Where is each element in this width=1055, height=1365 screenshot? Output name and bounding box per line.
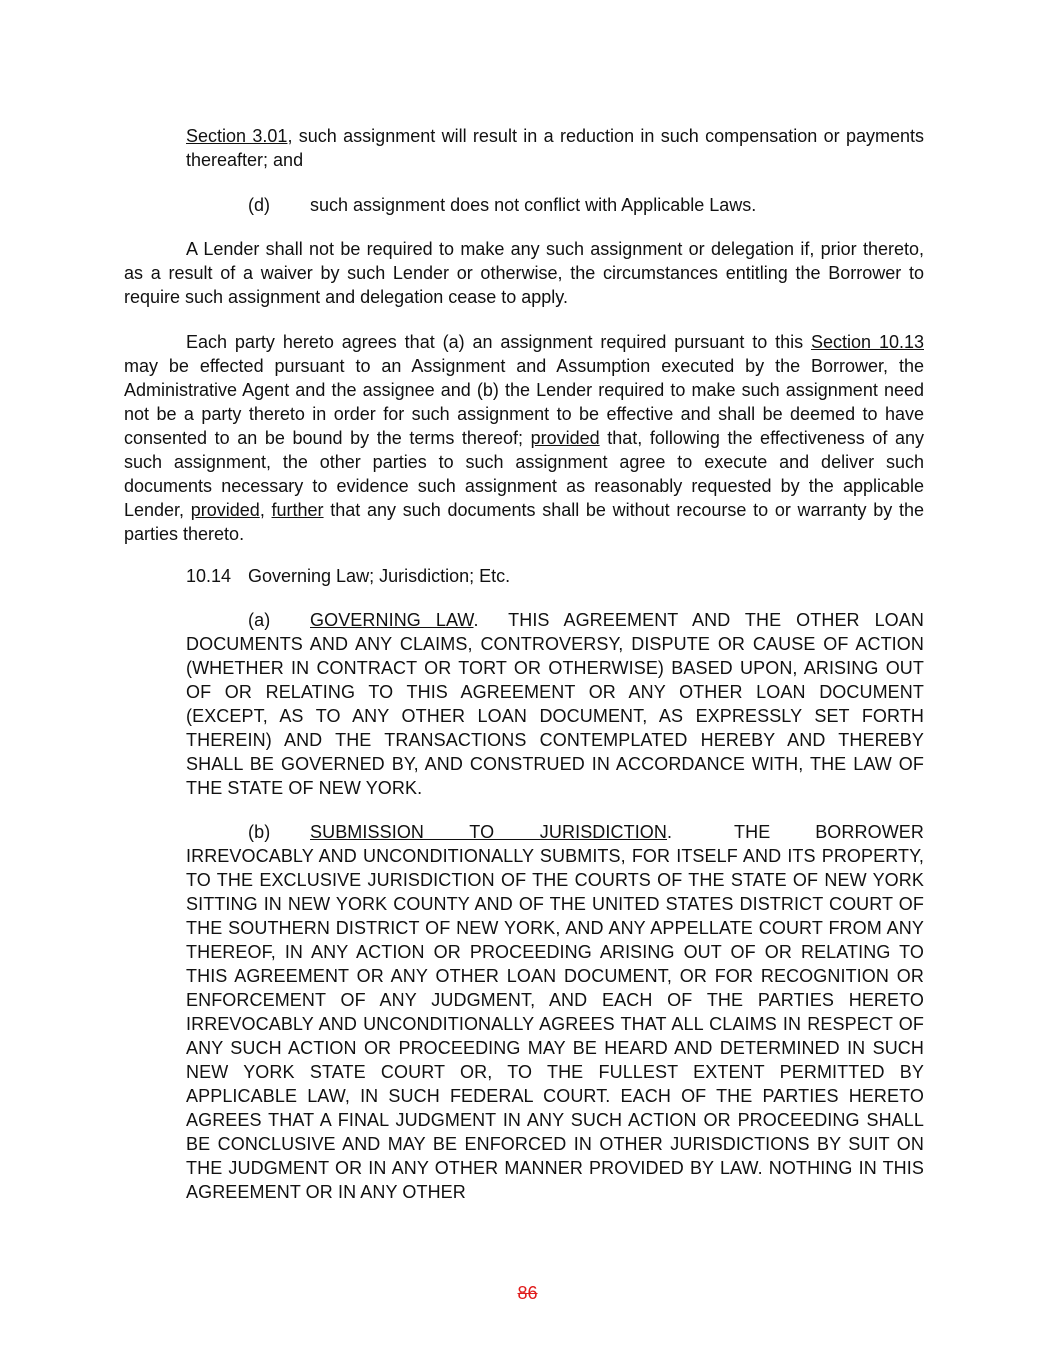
paragraph-submission-jurisdiction bbox=[186, 820, 924, 1204]
paragraph-text: Each party hereto agrees that (a) an assignment required pursuant to this bbox=[186, 332, 812, 352]
list-item-d bbox=[186, 193, 924, 217]
section-title: Governing Law; Jurisdiction; Etc. bbox=[248, 566, 511, 586]
page-number: 86 bbox=[517, 1283, 538, 1303]
paragraph-lender-waiver: A Lender shall not be required to make any such assignment or delegation if, prior thereto, as a result of a waiver by such Lender or otherwise, the circumstances entitling the Borrower to require such assignment and delegation cease to apply. bbox=[124, 239, 924, 307]
subsection-label: (a) bbox=[248, 610, 271, 630]
further-term: further bbox=[271, 500, 324, 520]
section-10-13-reference: Section 10.13 bbox=[811, 332, 924, 352]
governing-law-title: GOVERNING LAW bbox=[310, 610, 474, 630]
paragraph-text: , such assignment will result in a reduction in such compensation or payments thereafter; and bbox=[186, 126, 924, 170]
paragraph-text: , bbox=[259, 500, 272, 520]
submission-body: THE BORROWER IRREVOCABLY AND UNCONDITIONALLY SUBMITS, FOR ITSELF AND ITS PROPERTY, TO THE EXCLUSIVE JURISDICTION OF THE COURTS OF THE STATE OF NEW YORK SITTING IN NEW YORK COUNTY AND OF THE UNITED STATES DISTRICT COURT OF THE SOUTHERN DISTRICT OF NEW YORK, AND ANY APPELLATE COURT FROM ANY THEREOF, IN ANY ACTION OR PROCEEDING ARISING OUT OF OR RELATING TO THIS AGREEMENT OR ANY OTHER LOAN DOCUMENT, OR FOR RECOGNITION OR ENFORCEMENT OF ANY JUDGMENT, AND EACH OF THE PARTIES HERETO IRREVOCABLY AND UNCONDITIONALLY AGREES THAT ALL CLAIMS IN RESPECT OF ANY SUCH ACTION OR PROCEEDING MAY BE HEARD AND DETERMINED IN SUCH NEW YORK STATE COURT OR, TO THE FULLEST EXTENT PERMITTED BY APPLICABLE LAW, IN SUCH FEDERAL COURT. EACH OF THE PARTIES HERETO AGREES THAT A FINAL JUDGMENT IN ANY SUCH ACTION OR PROCEEDING SHALL BE CONCLUSIVE AND MAY BE ENFORCED IN OTHER JURISDICTIONS BY SUIT ON THE JUDGMENT OR IN ANY OTHER MANNER PROVIDED BY LAW. NOTHING IN THIS AGREEMENT OR IN ANY OTHER bbox=[186, 822, 924, 1202]
paragraph-text: that, following the effectiveness of any such assignment, the other parties to such assignment agree to execute and deliver such documents necessary to evidence such assignment as reasonably requested by the applicable Lender, bbox=[124, 428, 924, 520]
item-label: (d) bbox=[248, 195, 270, 215]
subsection-label: (b) bbox=[248, 822, 271, 842]
item-text: such assignment does not conflict with Applicable Laws. bbox=[310, 195, 757, 215]
governing-law-body: THIS AGREEMENT AND THE OTHER LOAN DOCUMENTS AND ANY CLAIMS, CONTROVERSY, DISPUTE OR CAUSE OF ACTION (WHETHER IN CONTRACT OR TORT OR OTHERWISE) BASED UPON, ARISING OUT OF OR RELATING TO THIS AGREEMENT OR ANY OTHER LOAN DOCUMENT (EXCEPT, AS TO ANY OTHER LOAN DOCUMENT, AS EXPRESSLY SET FORTH THEREIN) AND THE TRANSACTIONS CONTEMPLATED HEREBY AND THEREBY SHALL BE GOVERNED BY, AND CONSTRUED IN ACCORDANCE WITH, THE LAW OF THE STATE OF NEW YORK. bbox=[186, 610, 924, 798]
paragraph-assignment-agreement bbox=[124, 330, 924, 546]
paragraph-text: may be effected pursuant to an Assignment and Assumption executed by the Borrower, the Administrative Agent and the assignee and (b) the Lender required to make such assignment need not be a party thereto in order for such assignment to be effective and shall be deemed to have consented to an be bound by the terms thereof; bbox=[124, 356, 924, 448]
provided-term: provided bbox=[530, 428, 600, 448]
paragraph-text: that any such documents shall be without recourse to or warranty by the parties thereto. bbox=[124, 500, 924, 544]
punctuation: . bbox=[667, 822, 673, 842]
paragraph-governing-law bbox=[186, 608, 924, 800]
punctuation: . bbox=[473, 610, 509, 630]
section-number: 10.14 bbox=[186, 566, 232, 586]
section-3-01-reference: Section 3.01 bbox=[186, 126, 288, 146]
provided-term: provided bbox=[190, 500, 260, 520]
paragraph-section-301-continuation bbox=[186, 124, 924, 172]
section-heading bbox=[186, 564, 924, 588]
submission-title: SUBMISSION TO JURISDICTION bbox=[310, 822, 667, 842]
